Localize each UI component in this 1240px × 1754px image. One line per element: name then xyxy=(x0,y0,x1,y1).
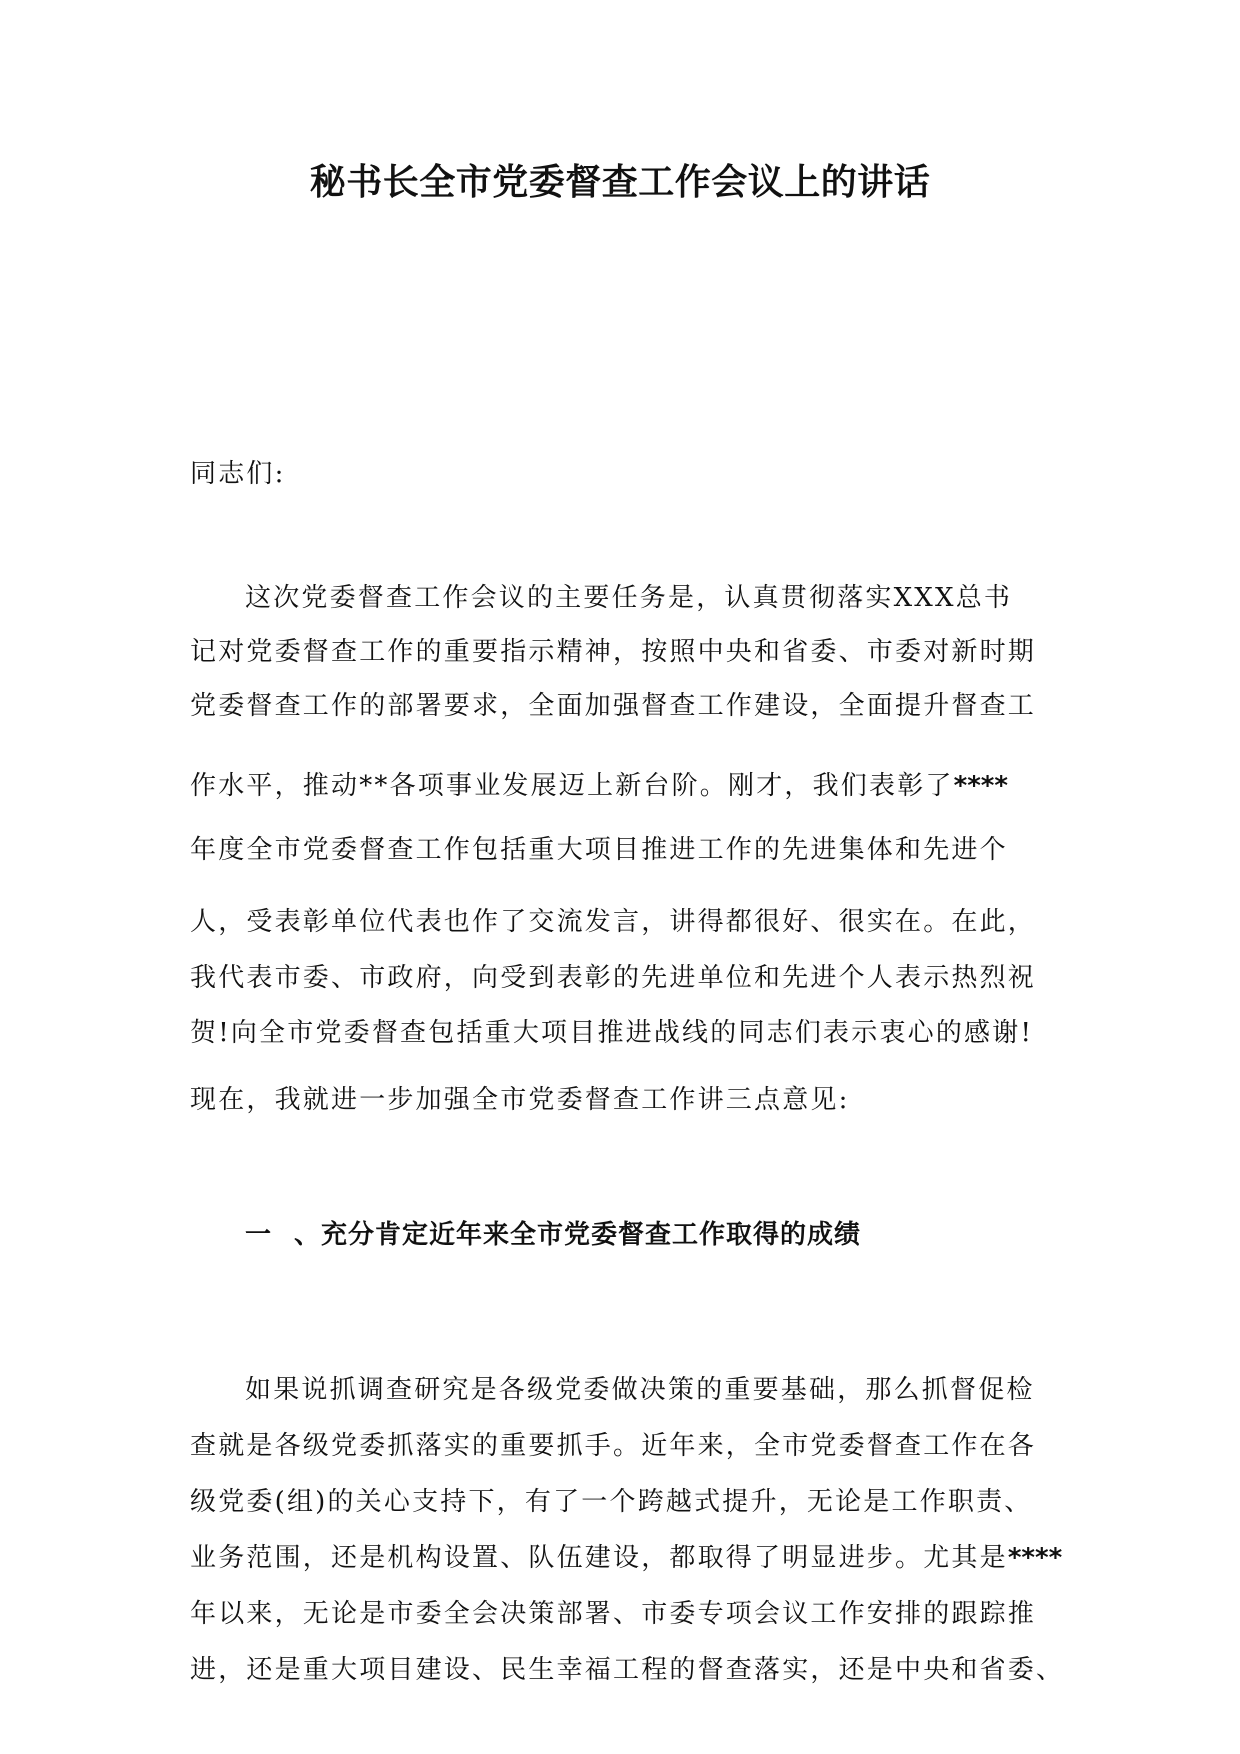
paragraph-text: 业务范围，还是机构设置、队伍建设，都取得了明显进步。尤其是 xyxy=(190,1543,1008,1573)
paragraph-line: 我代表市委、市政府，向受到表彰的先进单位和先进个人表示热烈祝 xyxy=(190,963,1037,993)
paragraph-text: 作水平，推动**各项事业发展迈上新台阶。刚才，我们表彰了 xyxy=(190,771,954,801)
paragraph-line: 进，还是重大项目建设、民生幸福工程的督查落实，还是中央和省委、 xyxy=(190,1655,1065,1685)
paragraph-line: 如果说抓调查研究是各级党委做决策的重要基础，那么抓督促检 xyxy=(245,1375,1035,1405)
paragraph-line: 贺!向全市党委督查包括重大项目推进战线的同志们表示衷心的感谢! xyxy=(190,1018,1034,1048)
document-title: 秘书长全市党委督查工作会议上的讲话 xyxy=(309,162,931,203)
section-number: 一 xyxy=(245,1220,273,1250)
section-heading xyxy=(245,1217,861,1253)
section-title: 、充分肯定近年来全市党委督查工作取得的成绩 xyxy=(294,1220,862,1250)
paragraph-line: 年以来，无论是市委全会决策部署、市委专项会议工作安排的跟踪推 xyxy=(190,1599,1037,1629)
salutation: 同志们: xyxy=(190,459,286,489)
redacted-year: **** xyxy=(953,771,1008,801)
paragraph-line: 记对党委督查工作的重要指示精神，按照中央和省委、市委对新时期 xyxy=(190,637,1037,667)
paragraph-line: 党委督查工作的部署要求，全面加强督查工作建设，全面提升督查工 xyxy=(190,691,1037,721)
paragraph-line: 年度全市党委督查工作包括重大项目推进工作的先进集体和先进个 xyxy=(190,835,1008,865)
paragraph-line: 查就是各级党委抓落实的重要抓手。近年来，全市党委督查工作在各 xyxy=(190,1431,1037,1461)
paragraph-line xyxy=(190,768,1008,804)
paragraph-line: 这次党委督查工作会议的主要任务是，认真贯彻落实XXX总书 xyxy=(245,583,1013,613)
redacted-year: **** xyxy=(1007,1543,1063,1573)
paragraph-line: 人，受表彰单位代表也作了交流发言，讲得都很好、很实在。在此， xyxy=(190,907,1037,937)
paragraph-line: 现在，我就进一步加强全市党委督查工作讲三点意见: xyxy=(190,1085,850,1115)
paragraph-line: 级党委(组)的关心支持下，有了一个跨越式提升，无论是工作职责、 xyxy=(190,1487,1033,1517)
paragraph-line xyxy=(190,1540,1062,1576)
